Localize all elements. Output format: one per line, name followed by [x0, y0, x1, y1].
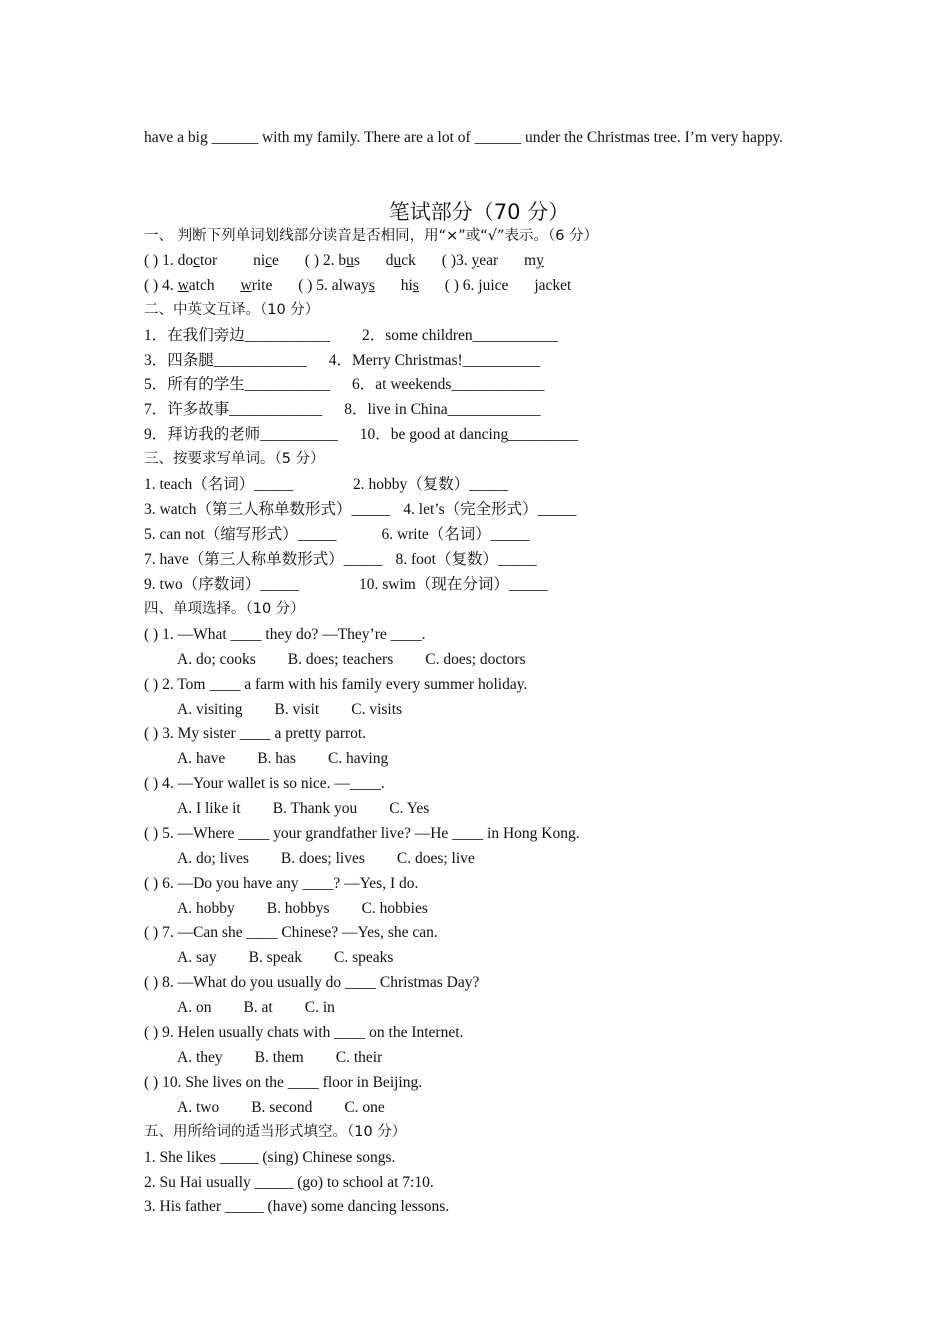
fill-blank-item-3: 3. His father _____ (have) some dancing lessons. — [144, 1198, 450, 1215]
word-form-row-3 — [144, 525, 530, 545]
phonics-item-5b: his — [400, 277, 419, 294]
mc-question-7: ( ) 7. —Can she ____ Chinese? —Yes, she can. — [144, 924, 438, 941]
phonics-item-3b: my — [524, 252, 544, 269]
option-c: C. hobbies — [361, 900, 428, 917]
translation-item: 5．所有的学生___________ — [144, 376, 331, 393]
section-1-heading: 一、 判断下列单词划线部分读音是否相同，用“×”或“√”表示。（6 分） — [144, 228, 599, 244]
translation-item: 1．在我们旁边___________ — [144, 327, 331, 344]
option-b: B. hobbys — [266, 900, 330, 917]
mc-options-1 — [177, 650, 526, 670]
written-test-title: 笔试部分（70 分） — [388, 200, 570, 224]
phonics-item-5: ( ) 5. always — [298, 277, 375, 294]
translation-row-4 — [144, 400, 541, 420]
phonics-item-3: ( )3. year — [441, 252, 499, 269]
option-a: A. they — [177, 1049, 223, 1066]
word-form-row-2 — [144, 500, 576, 520]
word-form-item: 7. have（第三人称单数形式）_____ — [144, 551, 383, 568]
option-a: A. two — [177, 1099, 220, 1116]
word-form-row-1 — [144, 475, 508, 495]
mc-question-8: ( ) 8. —What do you usually do ____ Christmas Day? — [144, 974, 480, 991]
option-c: C. Yes — [389, 800, 430, 817]
option-c: C. speaks — [334, 949, 394, 966]
word-form-row-5 — [144, 575, 548, 595]
option-b: B. does; teachers — [287, 651, 394, 668]
option-a: A. on — [177, 999, 212, 1016]
intro-paragraph: have a big ______ with my family. There are a lot of ______ under the Christmas tree. I’m very happy. — [144, 129, 784, 146]
mc-question-5: ( ) 5. —Where ____ your grandfather live? —He ____ in Hong Kong. — [144, 825, 580, 842]
word-form-item: 3. watch（第三人称单数形式）_____ — [144, 501, 391, 518]
option-b: B. them — [254, 1049, 304, 1066]
word-form-item: 2. hobby（复数）_____ — [352, 476, 508, 493]
mc-options-6 — [177, 899, 428, 919]
translation-item: 8．live in China____________ — [344, 401, 541, 418]
mc-question-4: ( ) 4. —Your wallet is so nice. —____. — [144, 775, 385, 792]
mc-options-3 — [177, 749, 388, 769]
phonics-item-6b: jacket — [534, 277, 572, 294]
word-form-item: 4. let’s（完全形式）_____ — [403, 501, 577, 518]
option-c: C. does; live — [396, 850, 475, 867]
option-a: A. say — [177, 949, 217, 966]
option-b: B. Thank you — [272, 800, 358, 817]
option-b: B. visit — [274, 701, 320, 718]
translation-row-1 — [144, 326, 558, 346]
option-a: A. I like it — [177, 800, 241, 817]
option-b: B. second — [251, 1099, 313, 1116]
phonics-item-1: ( ) 1. doctor — [144, 252, 218, 269]
phonics-row-1 — [144, 251, 544, 271]
phonics-item-4: ( ) 4. watch — [144, 277, 215, 294]
word-form-item: 1. teach（名词）_____ — [144, 476, 293, 493]
section-3-heading: 三、按要求写单词。（5 分） — [144, 451, 325, 467]
option-c: C. visits — [351, 701, 403, 718]
translation-item: 9．拜访我的老师__________ — [144, 426, 338, 443]
option-a: A. visiting — [177, 701, 243, 718]
option-c: C. having — [327, 750, 389, 767]
option-a: A. hobby — [177, 900, 235, 917]
phonics-row-2 — [144, 276, 571, 296]
mc-question-6: ( ) 6. —Do you have any ____? —Yes, I do. — [144, 875, 419, 892]
translation-row-3 — [144, 375, 544, 395]
word-form-row-4 — [144, 550, 537, 570]
fill-blank-item-2: 2. Su Hai usually _____ (go) to school at 7:10. — [144, 1174, 434, 1191]
mc-options-10 — [177, 1098, 385, 1118]
mc-options-5 — [177, 849, 475, 869]
section-5-heading: 五、用所给词的适当形式填空。（10 分） — [144, 1124, 407, 1140]
mc-question-9: ( ) 9. Helen usually chats with ____ on the Internet. — [144, 1024, 464, 1041]
translation-item: 3．四条腿____________ — [144, 352, 307, 369]
mc-options-2 — [177, 700, 402, 720]
mc-options-8 — [177, 998, 335, 1018]
word-form-item: 5. can not（缩写形式）_____ — [144, 526, 337, 543]
phonics-item-2: ( ) 2. bus — [304, 252, 360, 269]
phonics-item-2b: duck — [385, 252, 416, 269]
mc-question-10: ( ) 10. She lives on the ____ floor in Beijing. — [144, 1074, 423, 1091]
word-form-item: 8. foot（复数）_____ — [395, 551, 537, 568]
option-c: C. one — [344, 1099, 385, 1116]
fill-blank-item-1: 1. She likes _____ (sing) Chinese songs. — [144, 1149, 396, 1166]
option-a: A. have — [177, 750, 226, 767]
mc-options-7 — [177, 948, 393, 968]
mc-question-3: ( ) 3. My sister ____ a pretty parrot. — [144, 725, 367, 742]
option-c: C. their — [335, 1049, 383, 1066]
mc-options-9 — [177, 1048, 382, 1068]
option-b: B. does; lives — [280, 850, 365, 867]
translation-item: 2．some children___________ — [362, 327, 558, 344]
mc-question-2: ( ) 2. Tom ____ a farm with his family every summer holiday. — [144, 676, 528, 693]
option-c: C. does; doctors — [425, 651, 526, 668]
phonics-item-1b: nice — [253, 252, 279, 269]
translation-item: 7．许多故事____________ — [144, 401, 323, 418]
option-a: A. do; cooks — [177, 651, 256, 668]
section-2-heading: 二、中英文互译。（10 分） — [144, 302, 320, 318]
phonics-item-6: ( ) 6. juice — [444, 277, 509, 294]
translation-row-5 — [144, 425, 578, 445]
word-form-item: 10. swim（现在分词）_____ — [359, 576, 548, 593]
translation-item: 10．be good at dancing_________ — [359, 426, 579, 443]
option-b: B. at — [243, 999, 273, 1016]
option-b: B. speak — [248, 949, 302, 966]
translation-row-2 — [144, 351, 540, 371]
translation-item: 6．at weekends____________ — [352, 376, 545, 393]
mc-question-1: ( ) 1. —What ____ they do? —They’re ____. — [144, 626, 426, 643]
option-b: B. has — [257, 750, 296, 767]
phonics-item-4b: write — [240, 277, 273, 294]
mc-options-4 — [177, 799, 429, 819]
word-form-item: 9. two（序数词）_____ — [144, 576, 300, 593]
option-a: A. do; lives — [177, 850, 249, 867]
word-form-item: 6. write（名词）_____ — [381, 526, 530, 543]
option-c: C. in — [304, 999, 335, 1016]
translation-item: 4．Merry Christmas!__________ — [328, 352, 541, 369]
section-4-heading: 四、单项选择。（10 分） — [144, 601, 305, 617]
